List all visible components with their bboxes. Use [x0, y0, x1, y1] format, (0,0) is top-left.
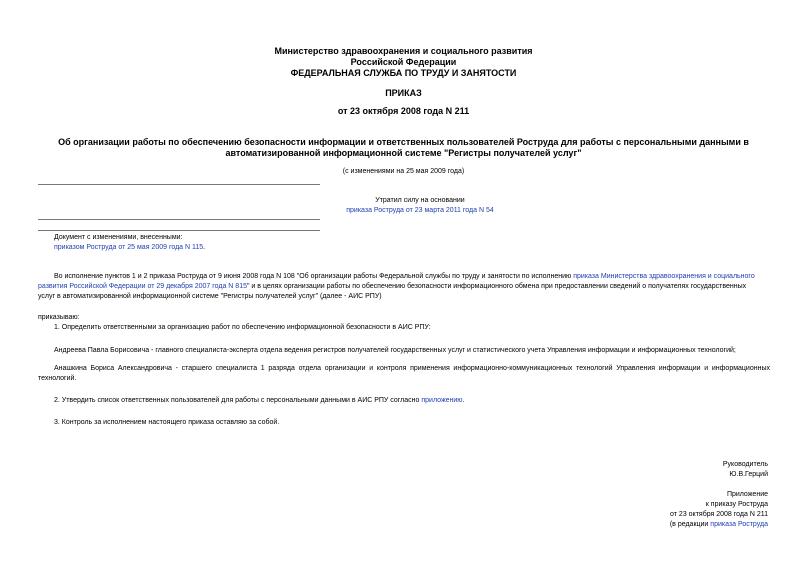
order-item-2: 2. Утвердить список ответственных пользователей для работы с персональными данными в АИС РПУ согласно приложению.: [54, 397, 465, 404]
document-date-number: от 23 октября 2008 года N 211: [337, 106, 470, 116]
changes-note-text: Документ с изменениями, внесенными:: [54, 234, 183, 241]
country-name: Российской Федерации: [350, 57, 457, 67]
document-type: ПРИКАЗ: [385, 88, 422, 98]
appendix-ref: к приказу Роструда: [705, 501, 768, 508]
separator-line: [38, 230, 320, 231]
ministry-name: Министерство здравоохранения и социального развития: [274, 46, 533, 56]
preamble-line2: развития Российской Федерации от 29 декабря 2007 года N 815" и в целях организации работы по обеспечению безопасности информационного обмена при предоставлении сведений о получателях государственных: [38, 283, 747, 290]
order-word: приказываю:: [38, 314, 80, 321]
order-item-3: 3. Контроль за исполнением настоящего приказа оставляю за собой.: [54, 419, 280, 426]
signature-role: Руководитель: [722, 461, 768, 468]
service-name: ФЕДЕРАЛЬНАЯ СЛУЖБА ПО ТРУДУ И ЗАНЯТОСТИ: [290, 68, 517, 78]
separator-line: [38, 219, 320, 220]
appendix-edition: (в редакции приказа Роструда: [669, 521, 768, 528]
amendment-order-link[interactable]: приказом Роструда от 25 мая 2009 года N 115: [54, 244, 204, 251]
void-order-link[interactable]: приказа Роструда от 23 марта 2011 года N 54: [346, 207, 494, 214]
signature-name: Ю.В.Герций: [729, 471, 768, 478]
ministry-order-link-cont[interactable]: развития Российской Федерации от 29 декабря 2007 года N 815: [38, 283, 247, 290]
responsible-person-1: Андреева Павла Борисовича - главного специалиста-эксперта отдела ведения регистров получателей государственных услуг и статистического учета Управления информации и информационных технологий;: [54, 347, 736, 354]
appendix-edition-link[interactable]: приказа Роструда: [710, 521, 768, 528]
void-note-text: Утратил силу на основании: [375, 197, 465, 204]
document-title-line2: автоматизированной информационной системе "Регистры получателей услуг": [225, 148, 582, 158]
appendix-link[interactable]: приложению: [421, 397, 463, 404]
preamble-line3: услуг в автоматизированной информационной системе "Регистры получателей услуг" (далее - АИС РПУ): [38, 293, 382, 300]
changes-note-line: приказом Роструда от 25 мая 2009 года N 115.: [54, 244, 206, 251]
ministry-order-link[interactable]: приказа Министерства здравоохранения и социального: [573, 273, 755, 280]
preamble-line1: Во исполнение пунктов 1 и 2 приказа Роструда от 9 июня 2008 года N 108 "Об организации работы Федеральной службы по труду и занятости по исполнению приказа Министерства здравоохранения и социального: [54, 273, 755, 280]
appendix-date: от 23 октября 2008 года N 211: [670, 511, 768, 518]
document-title-line1: Об организации работы по обеспечению безопасности информации и ответственных пользователей Роструда для работы с персональными данными в: [58, 137, 749, 147]
appendix-title: Приложение: [726, 491, 768, 498]
order-item-1: 1. Определить ответственными за организацию работ по обеспечению информационной безопасности в АИС РПУ:: [54, 324, 431, 331]
amendment-note: (с изменениями на 25 мая 2009 года): [342, 168, 465, 175]
responsible-person-2: Анашкина Бориса Александровича - старшего специалиста 1 разряда отдела организации и контроля применения информационно-коммуникационных технологий Управления информации и информационных технологий.: [38, 365, 770, 382]
separator-line: [38, 184, 320, 185]
